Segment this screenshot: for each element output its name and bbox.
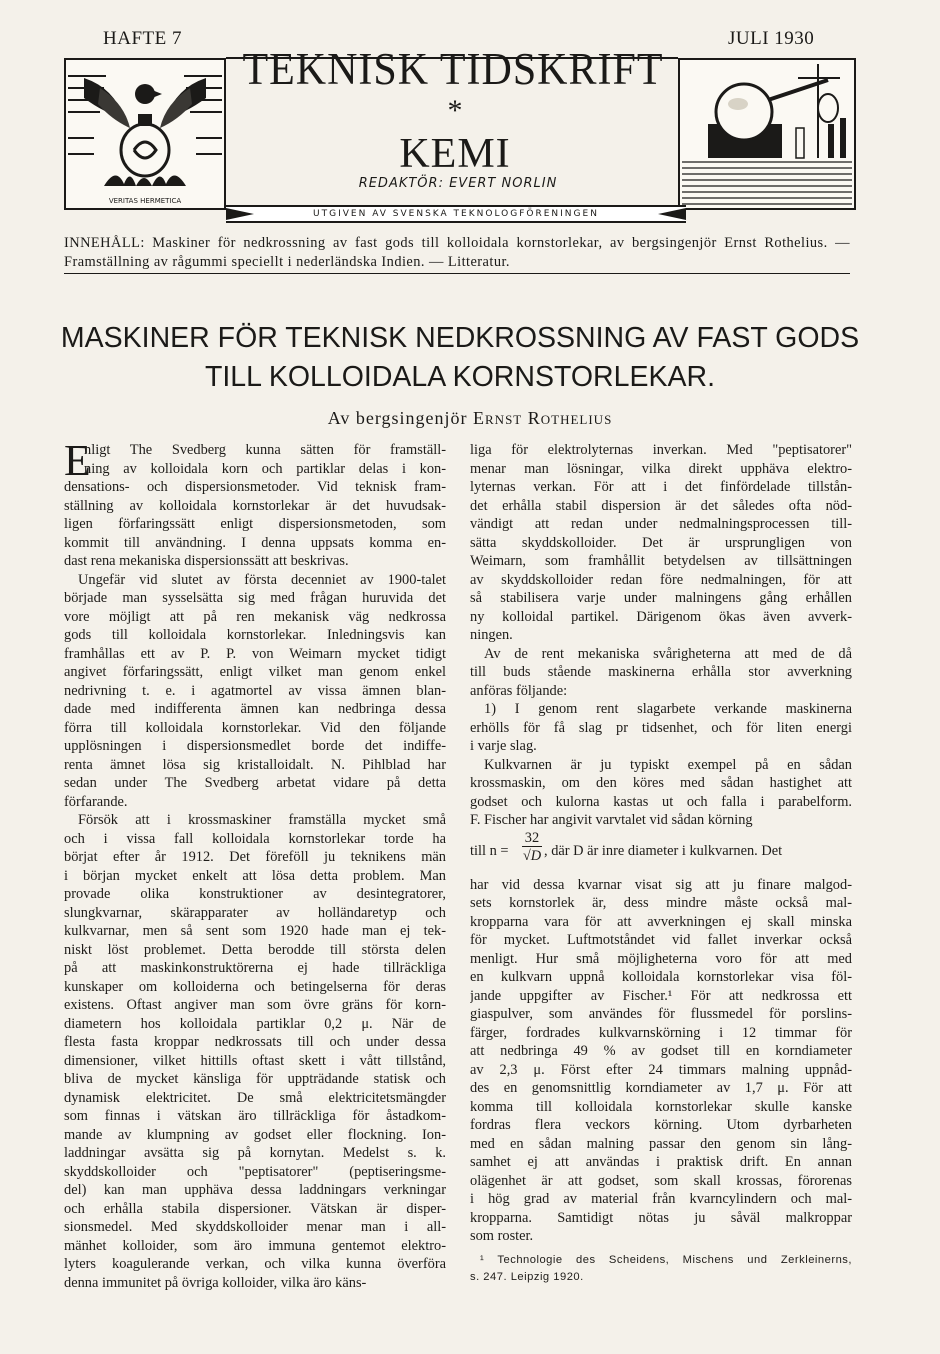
text-line: av 2,3 μ. Först efter 24 timmars malning uppnåd- [470, 1061, 852, 1078]
emblem-motto: VERITAS HERMETICA [108, 197, 182, 205]
text-line: ställning av kolloidala kornstorlekar är det huvudsak- [64, 497, 446, 514]
text-line: kulkvarnar, men så sent som 1920 hade man ej tek- [64, 923, 446, 939]
byline [60, 408, 880, 429]
text-line: existens. Oftast angiver man som övre gräns för korn- [64, 997, 446, 1013]
formula-fraction [522, 830, 542, 865]
text-line: det erhålla stabil dispersion är det således ofta nöd- [470, 497, 852, 514]
banner-arrow-left-icon [226, 208, 254, 220]
section-title: KEMI [399, 131, 511, 177]
text-line: Ungefär vid slutet av första decenniet av 1900-talet [78, 571, 446, 588]
left-column [64, 436, 446, 1292]
text-line: angivet förfaringssätt, enligt vilket man genom enkel [64, 664, 446, 680]
asterisk-ornament: * [447, 94, 463, 127]
text-line: liga för elektrolyternas inverkan. Med "peptisatorer" [470, 442, 852, 458]
text-line: krossmaskin, om den köres med sådan hastighet att [470, 775, 852, 791]
divider [64, 273, 850, 274]
text-line: nedrivning t. e. i agatmortel av vissa ämnen blan- [64, 682, 446, 699]
text-line: giaspulver, som användes för flussmedel för porslins- [470, 1006, 852, 1022]
text-line: niskt löst problemet. Detta berodde till största delen [64, 941, 446, 958]
text-line: erhölls för få slag pr tidsenhet, och för liten energi [470, 719, 852, 736]
editor-line: REDAKTÖR: EVERT NORLIN [358, 176, 558, 191]
text-line: att nedbringa 49 % av godset till en korndiameter [470, 1043, 852, 1059]
text-line: godset och kulorna kastas ut och falla i parabelform. [470, 793, 852, 810]
text-line: mande av klumpning av godset eller flockning. Ion- [64, 1126, 446, 1143]
text-line: med en sådan malning passar den genom sin lång- [470, 1135, 852, 1152]
text-line: ligen förfaringssätt enligt dispersionsmetoden, som [64, 516, 446, 532]
text-line: dade med indifferenta ämnen kan nedbringa dessa [64, 701, 446, 717]
text-line: renta ämnet lösa sig kristalloidalt. N. Pihlblad har [64, 756, 446, 773]
text-line: provade olika konstruktioner av desintegratorer, [64, 886, 446, 902]
text-line: F. Fischer har angivit varvtalet vid sådan körning [470, 812, 753, 828]
text-line: i hög grad av material från kvarncylindern och mal- [470, 1191, 852, 1207]
text-line: upplösningen i dispersionsmedlet borde det indiffe- [64, 738, 446, 754]
text-line: dynamisk elektricitet. De små elektricitetsmängder [64, 1089, 446, 1106]
footnote-line: ¹ Technologie des Scheidens, Mischens und Zerkleinerns, [480, 1253, 852, 1266]
laboratory-flask-icon [678, 58, 856, 210]
text-line: på att maskinkonstruktörerna ej hade tillräckliga [64, 960, 446, 976]
text-line: jande uppgifter av Fischer.¹ För att nedkrossa ett [470, 987, 852, 1004]
issue-number: HAFTE 7 [103, 28, 182, 49]
text-line: skyddskolloider och "peptisatorer" (peptiseringsme- [64, 1163, 446, 1180]
formula-prefix: till n = [470, 842, 509, 859]
formula-denominator: √D [522, 847, 542, 864]
text-line: förfarande. [64, 793, 128, 810]
text-line: så stabilisera varje under malningens gång erhållen [470, 590, 852, 606]
publisher-banner: UTGIVEN AV SVENSKA TEKNOLOGFÖRENINGEN [226, 205, 686, 223]
text-line: 1) I genom rent slagarbete verkande maskinerna [484, 701, 852, 717]
text-line: vore möjligt att på ren mekanisk väg nedkrossa [64, 608, 446, 625]
text-line: komma till kolloidala kornstorlekar skulle kanske [470, 1098, 852, 1115]
byline-prefix: Av bergsingenjör [327, 408, 468, 428]
text-line: kommit till användning. I denna uppsats komma en- [64, 534, 446, 551]
text-line: som roster. [470, 1228, 534, 1244]
text-line: ny kolloidal partikel. Därigenom ökas även avverk- [470, 608, 852, 625]
text-line: som finnas i vätskan äro tillräckliga för åstadkom- [64, 1108, 446, 1124]
text-line: Försök att i krossmaskiner framställa mycket små [78, 812, 446, 828]
formula-suffix: , där D är inre diameter i kulkvarnen. Det [544, 842, 783, 859]
text-line: av skyddskolloider redan före nedmalningen, för att [470, 571, 852, 588]
text-line: menar man lösningar, vilka direkt upphäva elektro- [470, 460, 852, 477]
text-line: anföras följande: [470, 682, 568, 699]
text-line: sätta skyddskolloider. Det är ursprungligen von [470, 534, 852, 551]
text-line: i varje slag. [470, 738, 537, 754]
text-line: lyters koagulerande verkan, och vilka kunna överföra [64, 1256, 446, 1272]
text-line: vändigt att redan under nedmalningsprocessen till- [470, 516, 852, 532]
text-line: fordras flera veckors körning. Utom dyrbarheten [470, 1117, 852, 1133]
article-title-line-2: TILL KOLLOIDALA KORNSTORLEKAR. [204, 361, 716, 393]
text-line: menligt. Hur små möjligheterna voro för att med [470, 950, 852, 967]
text-line: ningen. [470, 627, 513, 643]
formula-numerator: 32 [522, 830, 542, 847]
table-of-contents: INNEHÅLL: Maskiner för nedkrossning av fast gods till kolloidala kornstorlekar, av bergsingenjör Ernst Rothelius. — Framställning av rågummi speciellt i nederländska Indien. — Litteratur. [64, 235, 850, 270]
footnote-line: s. 247. Leipzig 1920. [470, 1270, 584, 1283]
text-line: sets kornstorlek är, dess mindre måste också mal- [470, 895, 852, 911]
text-line: framhållas ett av P. P. von Weimarn mycket tidigt [64, 645, 446, 662]
text-line: laddningar avsätta sig på kornytan. Medelst s. k. [64, 1145, 446, 1161]
text-line: sedan under The Svedberg arbetat vidare på detta [64, 775, 446, 791]
text-line: olägenhet är att godset, som skall krossas, förorenas [470, 1172, 852, 1189]
issue-date: JULI 1930 [728, 28, 815, 49]
eagle-emblem-icon [64, 58, 226, 210]
text-line: Weimarn, som framhållit betydelsen av tillsättningen [470, 553, 852, 569]
text-line: förra till kolloidala kornstorlekar. Vid den följande [64, 719, 446, 736]
text-line: gods till kolloidala kornstorlekar. Inledningsvis kan [64, 627, 446, 643]
right-column [470, 441, 852, 1286]
article-title-line-1: MASKINER FÖR TEKNISK NEDKROSSNING AV FAST GODS [60, 322, 860, 354]
text-line: densations- och dispersionsmetoder. Vid teknisk fram- [64, 479, 446, 495]
text-line: färger, fordrades kulkvarnskörning i 12 timmar för [470, 1024, 852, 1041]
text-line: och i vissa fall kolloidala kornstorlekar torde ha [64, 830, 446, 847]
banner-arrow-right-icon [658, 208, 686, 220]
text-line: började man sysselsätta sig med frågan huruvida det [64, 590, 446, 606]
text-line: del) kan man upphäva dessa laddningars verkningar [64, 1182, 446, 1198]
byline-author: Ernst Rothelius [473, 408, 613, 428]
text-line: till buds stående maskinerna erhålla stor avverkning [470, 664, 852, 680]
text-line: bliva de mycket känsliga för uppträdande statisk och [64, 1071, 446, 1087]
text-line: mänhet kolloider, som äro immuna gentemot elektro- [64, 1237, 446, 1254]
text-line: diametern hos kolloidala partiklar 0,2 μ. När de [64, 1015, 446, 1032]
text-line: Kulkvarnen är ju typiskt exempel på en sådan [484, 756, 852, 773]
text-line: kunskaper om kolloiderna och betingelserna för deras [64, 978, 446, 995]
text-line: har vid dessa kvarnar visat sig att ju finare malgod- [470, 876, 852, 893]
text-line: lyternas verkan. För att i det finfördelade tillstån- [470, 479, 852, 495]
text-line: börjat efter år 1912. Det föreföll ju teknikens män [64, 849, 446, 865]
text-line: samhet ej att användas i praktisk drift. En annan [470, 1154, 852, 1170]
text-line: kropparna vara för att avverkningen ej skall minska [470, 913, 852, 930]
text-line: dast rena mekaniska dispersionssätt att beskrivas. [64, 553, 349, 569]
text-line: i början mycket enkelt att lösa detta problem. Man [64, 867, 446, 884]
text-line: och erhålla stabila dispersioner. Vätskan är disper- [64, 1200, 446, 1217]
text-line: för mycket. Luftmotståndet vid fallet inverkar också [470, 932, 852, 948]
formula [470, 830, 852, 876]
text-line: kropparna. Samtidigt nötas ju såväl malkroppar [470, 1209, 852, 1226]
text-line: denna immunitet på övriga kolloider, vilka äro käns- [64, 1274, 367, 1291]
text-line: flesta fasta kroppar nedkrossats till och under dessa [64, 1034, 446, 1050]
text-line: nligt The Svedberg kunna sätten för framställ- [84, 442, 446, 458]
journal-title: TEKNISK TIDSKRIFT [242, 45, 664, 95]
text-line: Av de rent mekaniska svårigheterna att med de då [484, 645, 852, 662]
drop-cap: E [64, 436, 91, 485]
text-line: slungkvarnar, skärapparater av holländaretyp och [64, 904, 446, 921]
text-line: ning av kolloidala korn och partiklar delas i kon- [84, 460, 446, 477]
text-line: des en genomsnittlig korndiameter av 1,7 μ. För att [470, 1080, 852, 1096]
text-line: dimensioner, vilket hittills oftast skett i vått tillstånd, [64, 1052, 446, 1069]
text-line: en kulkvarn uppnå kolloidala kornstorlekar visa föl- [470, 969, 852, 985]
text-line: sionsmedel. Med skyddskolloider menar man i all- [64, 1219, 446, 1235]
